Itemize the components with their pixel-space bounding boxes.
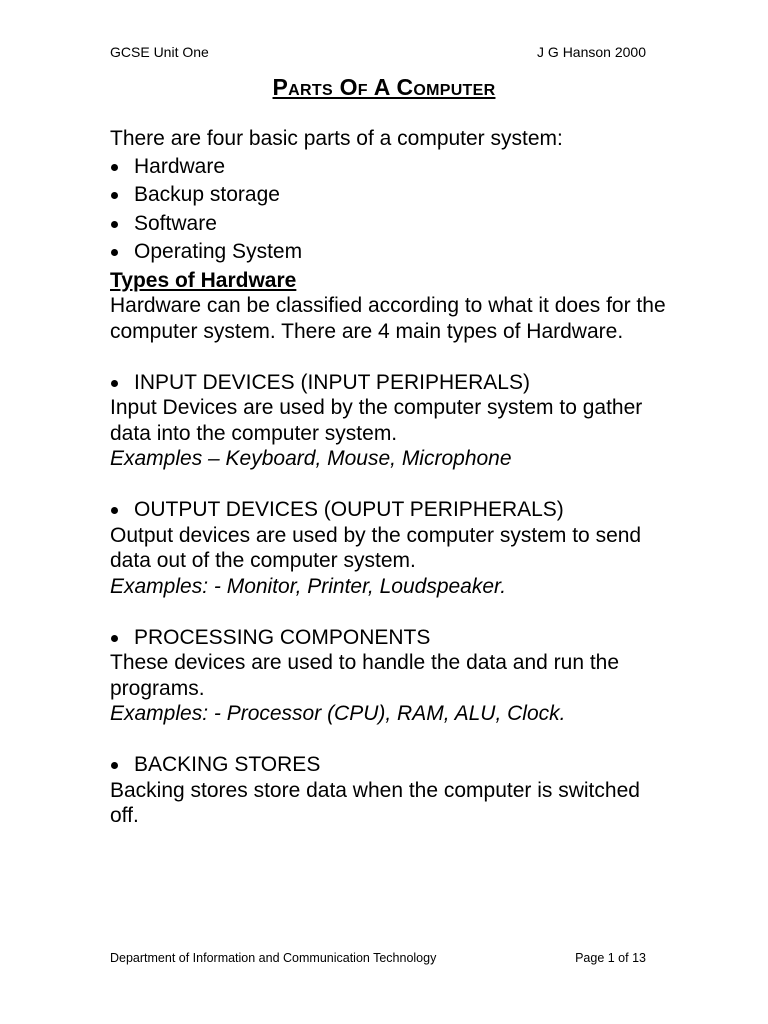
list-item-label: Operating System bbox=[134, 240, 303, 263]
bullet-icon bbox=[111, 221, 118, 228]
bullet-icon bbox=[111, 635, 118, 642]
list-item-label: Software bbox=[134, 211, 217, 235]
hardware-type-heading bbox=[110, 752, 670, 778]
hardware-type-description: Output devices are used by the computer system to send data out of the computer system. bbox=[110, 523, 642, 572]
page-footer bbox=[110, 950, 646, 966]
footer-department: Department of Information and Communication Technology bbox=[110, 951, 437, 965]
section-description: Hardware can be classified according to what it does for the computer system. There are 4 main types of Hardware. bbox=[110, 294, 666, 343]
list-item bbox=[110, 154, 670, 180]
section-heading: Types of Hardware bbox=[110, 268, 297, 292]
hardware-type-name: OUTPUT DEVICES (OUPUT PERIPHERALS) bbox=[134, 498, 564, 521]
hardware-type-heading bbox=[110, 625, 670, 651]
hardware-type-examples: Examples: - Processor (CPU), RAM, ALU, Clock. bbox=[110, 702, 566, 725]
hardware-type-description: These devices are used to handle the data and run the programs. bbox=[110, 651, 620, 700]
list-item bbox=[110, 182, 670, 208]
bullet-icon bbox=[111, 507, 118, 514]
page-number: Page 1 of 13 bbox=[575, 951, 646, 965]
document-body bbox=[110, 126, 670, 829]
parts-list bbox=[110, 154, 670, 265]
list-item-label: Hardware bbox=[134, 154, 226, 178]
bullet-icon bbox=[111, 762, 118, 769]
header-course: GCSE Unit One bbox=[110, 44, 209, 60]
list-item bbox=[110, 211, 670, 237]
page-header bbox=[110, 43, 646, 61]
list-item-label: Backup storage bbox=[134, 183, 280, 206]
hardware-type-heading bbox=[110, 370, 670, 396]
hardware-type-examples: Examples – Keyboard, Mouse, Microphone bbox=[110, 447, 512, 470]
bullet-icon bbox=[111, 192, 118, 199]
page-title: Parts Of A Computer bbox=[272, 74, 496, 100]
hardware-type-examples: Examples: - Monitor, Printer, Loudspeaker. bbox=[110, 574, 507, 598]
header-author: J G Hanson 2000 bbox=[537, 44, 646, 60]
hardware-type-description: Backing stores store data when the computer is switched off. bbox=[110, 778, 640, 827]
list-item bbox=[110, 239, 670, 265]
hardware-type-name: BACKING STORES bbox=[134, 753, 321, 776]
hardware-type-heading bbox=[110, 497, 670, 523]
bullet-icon bbox=[111, 164, 118, 171]
hardware-type-description: Input Devices are used by the computer system to gather data into the computer system. bbox=[110, 396, 643, 445]
bullet-icon bbox=[111, 249, 118, 256]
hardware-type-name: INPUT DEVICES (INPUT PERIPHERALS) bbox=[134, 370, 530, 394]
hardware-type-name: PROCESSING COMPONENTS bbox=[134, 625, 431, 649]
bullet-icon bbox=[111, 380, 118, 387]
intro-text: There are four basic parts of a computer system: bbox=[110, 127, 563, 150]
